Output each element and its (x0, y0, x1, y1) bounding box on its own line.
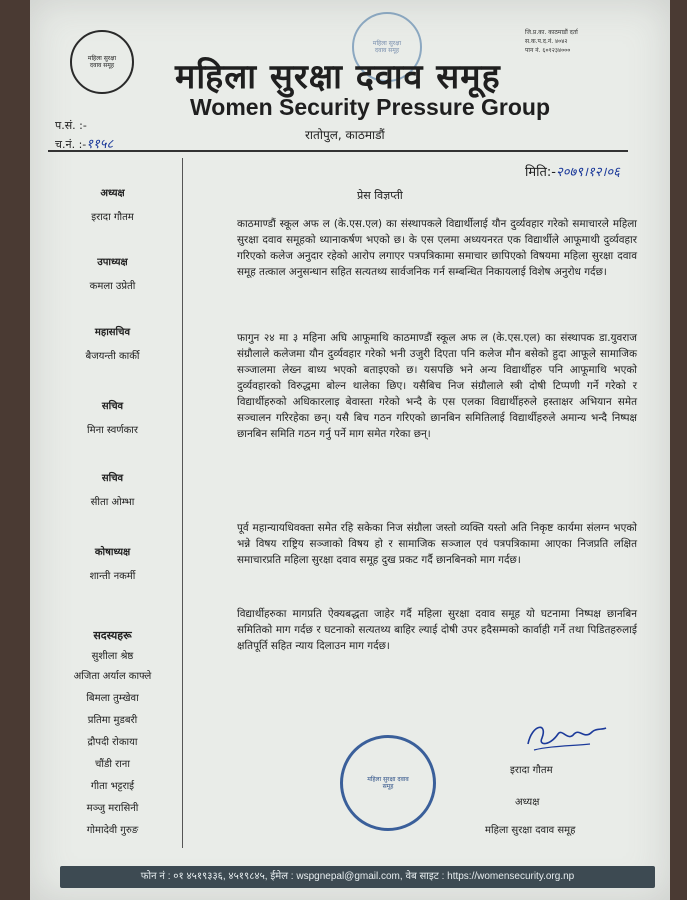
side-role: महासचिव (94, 327, 131, 338)
logo-text: महिला सुरक्षा दवाव समूह (87, 55, 117, 69)
sidebar-entry (45, 324, 180, 362)
member-name: बिमला तुम्खेवा (86, 693, 139, 704)
side-name: सीता ओम्भा (90, 497, 135, 508)
signature (520, 716, 610, 756)
member-name: सुशीला श्रेष्ठ (91, 651, 134, 662)
org-stamp (340, 735, 436, 831)
org-location: रातोपुल, काठमाडौं (305, 128, 385, 142)
org-title-english: Women Security Pressure Group (190, 94, 551, 120)
letter-paragraph: फागुन २४ मा ३ महिना अघि आफूमाथि काठमाण्डौं स्कूल अफ ल (के.एस.एल) का संस्थापक डा.युवराज संग्रौलाले कलेजमा यौन दुर्व्यवहार गरेको भनी उजुरी दिएता पनि कलेज मौन बसेको हुदा आफूले सामाजिक सञ्जालमा लेख्न बाध्य भएको बताइएको छ। यसपछि भने अन्य विद्यार्थीहरु पनि आफूमाथि भएको दुर्व्यवहारको विरुद्धमा बोल्न थालेका छिए। यसैबिच निज संग्रौलाले स्त्री दोषी टिप्पणी गर्ने गरेको र विद्यार्थीहरुको अधिकारलाइ बेवास्ता गरेको भन्दै के एस एलका विद्यार्थीहरुले हस्ताक्षर अभियान समेत सञ्चालन गरिरहेका छन्। यसै बिच गठन गरिएको छानबिन समितिलाई विद्यार्थीहरुले अमान्य भन्दै निष्पक्ष छानबिन समिति गठन गर्नु पर्ने माग समेत गरेका छन्। (237, 332, 637, 440)
side-role: सचिव (101, 401, 124, 412)
member-name: प्रतिमा मुडबरी (87, 715, 138, 726)
date-value: २०७९।१२।०६ (556, 165, 620, 180)
member-name: गीता भट्टराई (90, 781, 135, 792)
chalani-value: ११५८ (86, 137, 114, 152)
chalani-label: च.नं. :- (55, 138, 87, 151)
letter-date (525, 162, 620, 180)
side-name: शान्ती नकर्मी (89, 571, 136, 582)
letter-paragraph: काठमाण्डौं स्कूल अफ ल (के.एस.एल) का संस्थापकले विद्यार्थीलाई यौन दुर्व्यवहार गरेको समाचारले महिला सुरक्षा दवाव समूहको ध्यानाकर्षण भएको छ। के एस एलमा अध्ययनरत एक विद्यार्थीले आफूमाथी दुर्व्यवहार गरिएको कलेज अनुदार रहेको आरोप लगाएर पत्रपत्रिकामा समाचार छापिएको विषयमा महिला सुरक्षा दवाव समूह तत्काल अनुसन्धान सहित सत्यतथ्य सार्वजनिक गर्न सम्बन्धित निकायलाई विशेष अनुरोध गर्दछ। (237, 218, 637, 278)
letter-paragraph: विद्यार्थीहरुका मागप्रति ऐक्यबद्धता जाहेर गर्दै महिला सुरक्षा दवाव समूह यो घटनामा निष्पक्ष छानबिन समितिको माग गर्दछ र घटनाको सत्यतथ्य बाहिर ल्याई दोषी उपर हदैसम्मको कार्वाही गर्ने तथा पिडितहरुलाई क्षतिपूर्ति सहित न्याय दिलाउन माग गर्दछ। (237, 608, 637, 652)
member-name: अजिता अर्याल काफ्ले (73, 671, 152, 682)
signatory-org: महिला सुरक्षा दवाव समूह (485, 825, 576, 836)
press-release-title: प्रेस विज्ञप्ती (357, 189, 403, 202)
signatory-name: इरादा गौतम (510, 765, 553, 776)
footer-contact: फोन नं : ०१ ४५१९३३६, ४५१९८४५, ईमेल : wspgnepal@gmail.com, वेब साइट : https://womensecurity.org.np (60, 866, 655, 888)
registration-line: जि.प्र.का. काठमाडौं दर्ता (525, 29, 578, 36)
signatory-role: अध्यक्ष (515, 797, 540, 808)
sidebar-entry (45, 254, 180, 292)
side-name: इरादा गौतम (91, 212, 134, 223)
member-name: द्रौपदी रोकाया (87, 737, 138, 748)
sidebar-entry (45, 185, 180, 223)
member-name: चौंडी राना (95, 759, 130, 770)
header-divider (48, 150, 628, 152)
letter-paragraph: पूर्व महान्यायधिवक्ता समेत रहि सकेका निज संग्रौला जस्तो व्यक्ति यस्तो अति निकृष्ट कार्यमा संलग्न भएको भन्ने विषय राष्ट्रिय सञ्जाको विषय हो र सामाजिक सञ्जाल एवं पत्रपत्रिकामा आएका निजप्रति लक्षित समाचारप्रति महिला सुरक्षा दवाव समूह दुख प्रकट गर्दै छानबिनको माग गर्दछ। (237, 522, 637, 566)
registration-line: पान नं. ६०१२३४००० (525, 47, 571, 54)
sidebar-entry (45, 470, 180, 508)
side-role: अध्यक्ष (100, 188, 125, 199)
members-title: सदस्यहरू (93, 629, 132, 642)
stamp-top-text: महिला सुरक्षा दवाव समूह (372, 40, 402, 54)
side-role: उपाध्यक्ष (97, 257, 128, 268)
reference-number (55, 118, 87, 133)
ref-label: प.सं. :- (55, 119, 87, 132)
date-label: मिति:- (525, 165, 556, 180)
sidebar-divider (182, 158, 183, 848)
side-name: मिना स्वर्णकार (87, 425, 138, 436)
org-logo (70, 30, 134, 94)
sidebar-entry (45, 544, 180, 582)
org-title-nepali: महिला सुरक्षा दवाव समूह (175, 57, 501, 97)
sidebar-entry (45, 398, 180, 436)
side-name: बैजयन्ती कार्की (85, 351, 140, 362)
registration-info (525, 28, 635, 55)
side-name: कमला उप्रेती (89, 281, 136, 292)
member-name: मञ्जु मरासिनी (86, 803, 139, 814)
side-role: सचिव (101, 473, 124, 484)
registration-line: स.क.प.द.नं. ४०४२ (525, 38, 568, 45)
stamp-text: महिला सुरक्षा दवाव समूह (367, 776, 409, 790)
side-role: कोषाध्यक्ष (94, 547, 131, 558)
member-name: गोमादेवी गुरुङ (86, 825, 139, 836)
